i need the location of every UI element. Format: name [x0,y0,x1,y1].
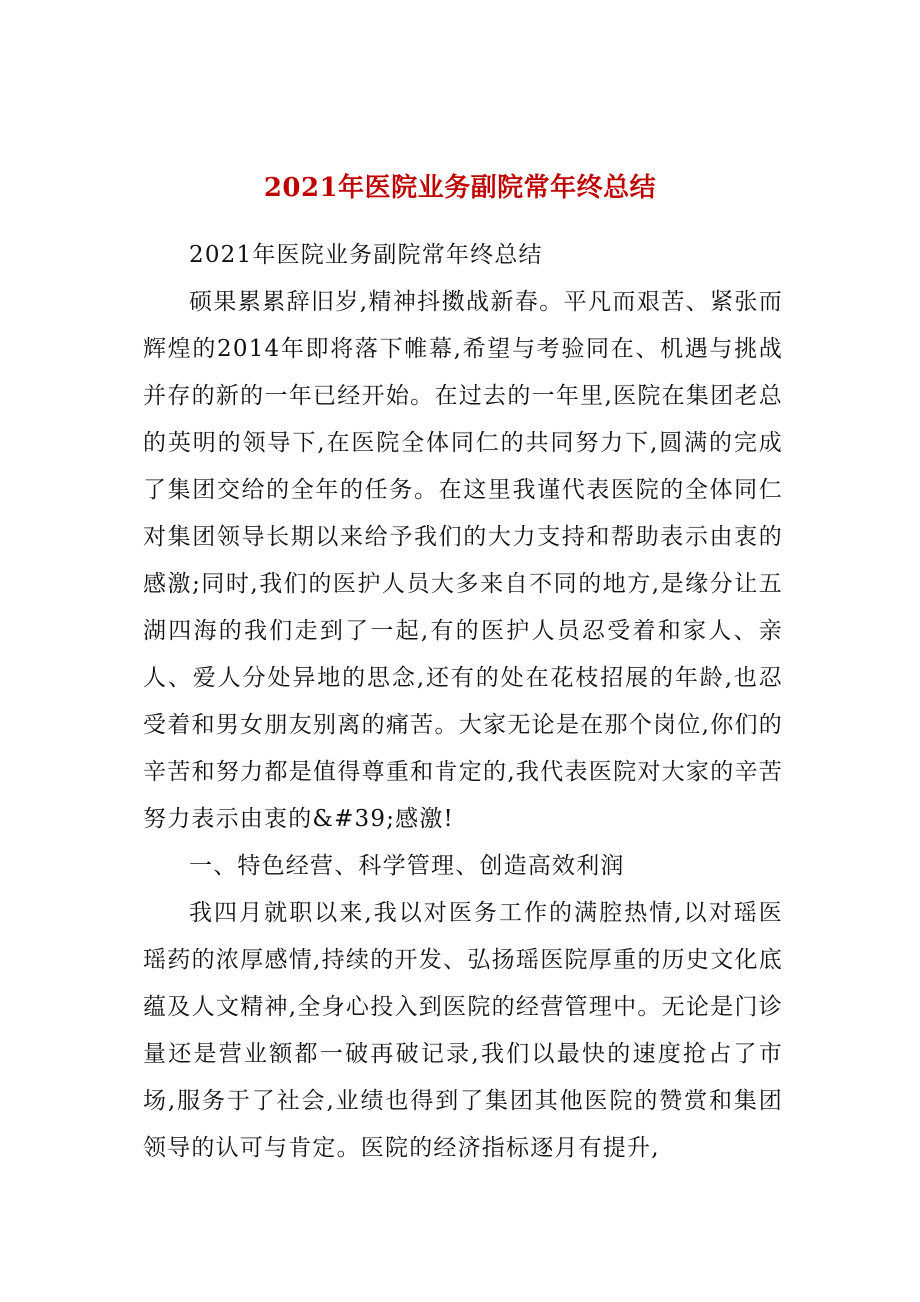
document-title: 2021年医院业务副院常年终总结 [263,173,657,203]
paragraph-section-1: 我四月就职以来,我以对医务工作的满腔热情,以对瑶医瑶药的浓厚感情,持续的开发、弘扬瑶医院厚重的历史文化底蕴及人文精神,全身心投入到医院的经营管理中。无论是门诊量还是营业额都一破再破记录,我们以最快的速度抢占了市场,服务于了社会,业绩也得到了集团其他医院的赞赏和集团领导的认可与肯定。医院的经济指标逐月有提升, [143,900,783,1161]
section-heading: 一、特色经营、科学管理、创造高效利润 [189,853,625,879]
document-body [143,232,783,1172]
paragraph-subtitle: 2021年医院业务副院常年终总结 [189,242,543,268]
paragraph-intro: 硕果累累辞旧岁,精神抖擞战新春。平凡而艰苦、紧张而辉煌的2014年即将落下帷幕,希望与考验同在、机遇与挑战并存的新的一年已经开始。在过去的一年里,医院在集团老总的英明的领导下,在医院全体同仁的共同努力下,圆满的完成了集团交给的全年的任务。在这里我谨代表医院的全体同仁对集团领导长期以来给予我们的大力支持和帮助表示由衷的感激;同时,我们的医护人员大多来自不同的地方,是缘分让五湖四海的我们走到了一起,有的医护人员忍受着和家人、亲人、爱人分处异地的思念,还有的处在花枝招展的年龄,也忍受着和男女朋友别离的痛苦。大家无论是在那个岗位,你们的辛苦和努力都是值得尊重和肯定的,我代表医院对大家的辛苦努力表示由衷的&#39;感激! [143,289,783,832]
